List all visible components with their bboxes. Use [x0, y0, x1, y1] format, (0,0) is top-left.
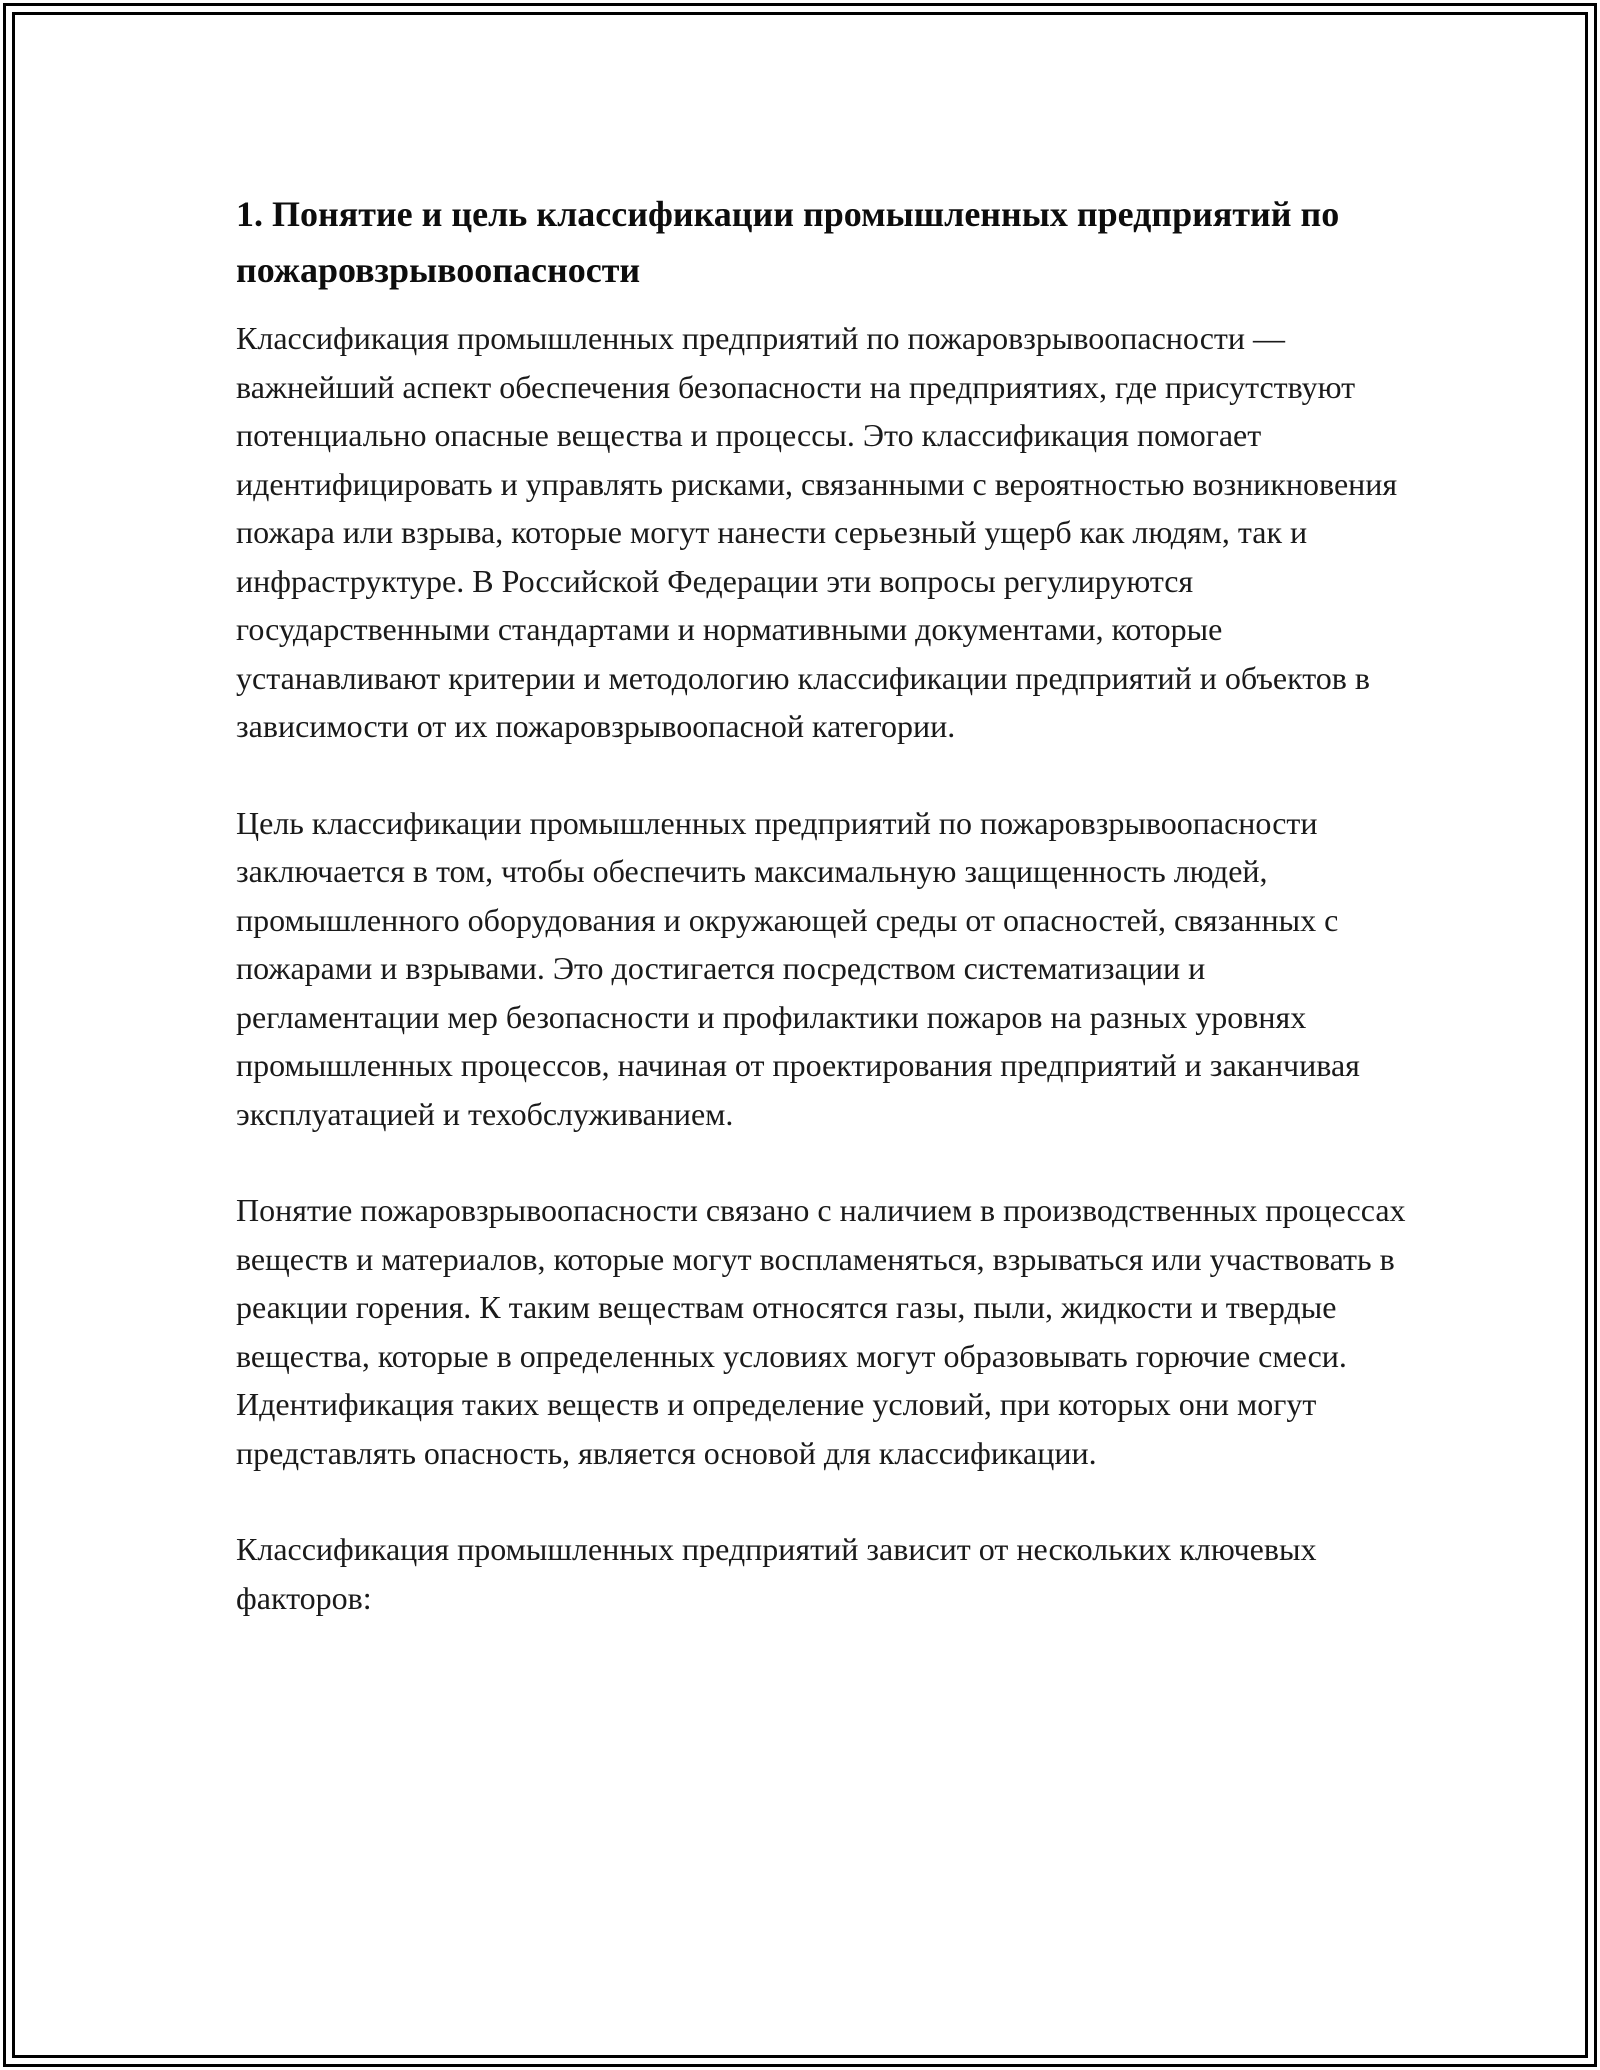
document-body — [236, 186, 1406, 1622]
paragraph-goal: Цель классификации промышленных предприятий по пожаровзрывоопасности заключается в том, чтобы обеспечить максимальную защищенность людей, промышленного оборудования и окружающей среды от опасностей, связанных с пожарами и взрывами. Это достигается посредством систематизации и регламентации мер безопасности и профилактики пожаров на разных уровнях промышленных процессов, начиная от проектирования предприятий и заканчивая эксплуатацией и техобслуживанием. — [236, 804, 1360, 1132]
paragraph-factors-lead: Классификация промышленных предприятий зависит от нескольких ключевых факторов: — [236, 1531, 1317, 1616]
paragraph-concept: Понятие пожаровзрывоопасности связано с наличием в производственных процессах веществ и материалов, которые могут воспламеняться, взрываться или участвовать в реакции горения. К таким веществам относятся газы, пыли, жидкости и твердые вещества, которые в определенных условиях могут образовывать горючие смеси. Идентификация таких веществ и определение условий, при которых они могут представлять опасность, является основой для классификации. — [236, 1192, 1406, 1471]
section-title: 1. Понятие и цель классификации промышленных предприятий по пожаровзрывоопасности — [236, 194, 1340, 290]
paragraph-intro: Классификация промышленных предприятий по пожаровзрывоопасности — важнейший аспект обеспечения безопасности на предприятиях, где присутствуют потенциально опасные вещества и процессы. Это классификация помогает идентифицировать и управлять рисками, связанными с вероятностью возникновения пожара или взрыва, которые могут нанести серьезный ущерб как людям, так и инфраструктуре. В Российской Федерации эти вопросы регулируются государственными стандартами и нормативными документами, которые устанавливают критерии и методологию классификации предприятий и объектов в зависимости от их пожаровзрывоопасной категории. — [236, 320, 1398, 744]
